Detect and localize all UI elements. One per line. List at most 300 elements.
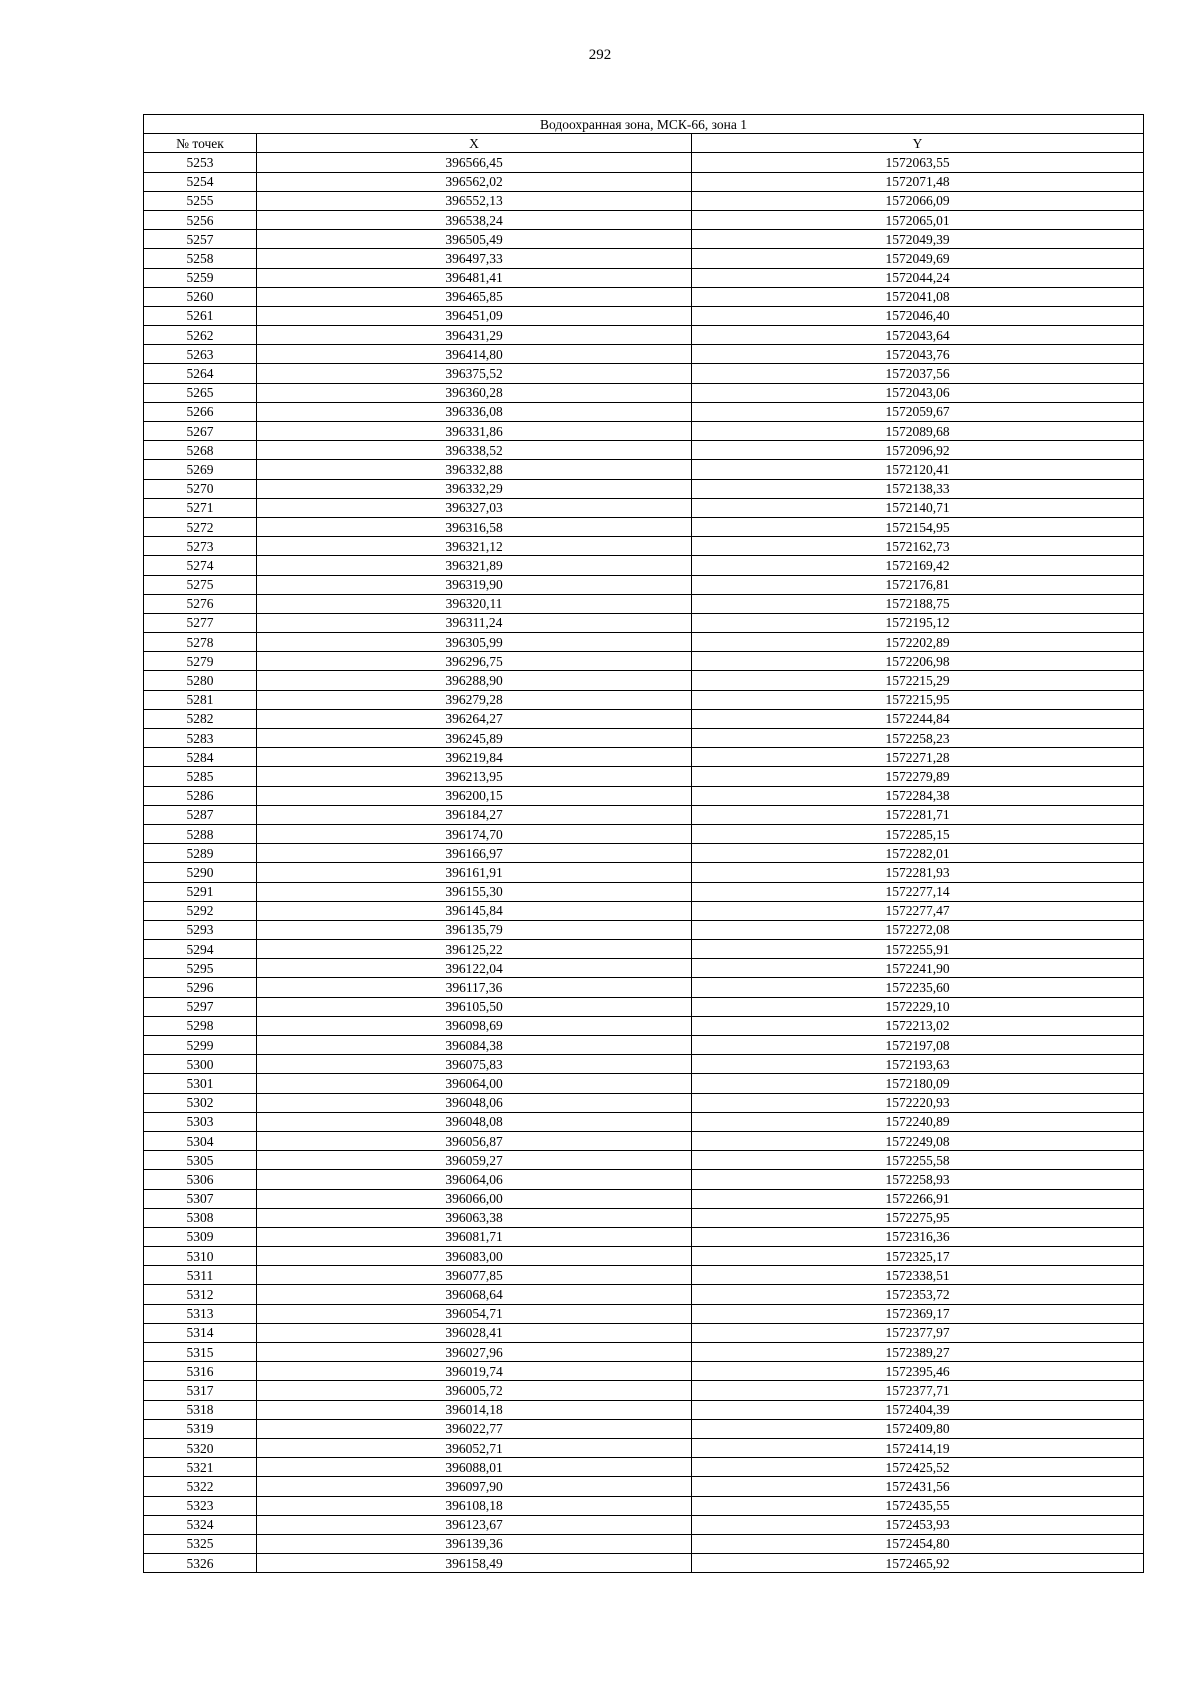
point-number-cell: 5276 <box>144 594 257 613</box>
x-coordinate-cell: 396332,88 <box>257 460 692 479</box>
point-number-cell: 5319 <box>144 1419 257 1438</box>
table-row <box>144 287 1144 306</box>
point-number-cell: 5257 <box>144 230 257 249</box>
table-row <box>144 1266 1144 1285</box>
table-row <box>144 1534 1144 1553</box>
table-row <box>144 1036 1144 1055</box>
point-number-cell: 5311 <box>144 1266 257 1285</box>
table-row <box>144 306 1144 325</box>
point-number-cell: 5326 <box>144 1554 257 1573</box>
y-coordinate-cell: 1572431,56 <box>692 1477 1144 1496</box>
x-coordinate-cell: 396279,28 <box>257 690 692 709</box>
table-row <box>144 1074 1144 1093</box>
table-row <box>144 959 1144 978</box>
x-coordinate-cell: 396311,24 <box>257 613 692 632</box>
point-number-cell: 5263 <box>144 345 257 364</box>
table-row <box>144 383 1144 402</box>
point-number-cell: 5278 <box>144 633 257 652</box>
point-number-cell: 5290 <box>144 863 257 882</box>
point-number-cell: 5297 <box>144 997 257 1016</box>
y-coordinate-cell: 1572138,33 <box>692 479 1144 498</box>
table-row <box>144 1170 1144 1189</box>
table-row <box>144 1285 1144 1304</box>
point-number-cell: 5292 <box>144 901 257 920</box>
x-coordinate-cell: 396305,99 <box>257 633 692 652</box>
point-number-cell: 5274 <box>144 556 257 575</box>
point-number-cell: 5322 <box>144 1477 257 1496</box>
y-coordinate-cell: 1572258,93 <box>692 1170 1144 1189</box>
table-row <box>144 460 1144 479</box>
point-number-cell: 5287 <box>144 805 257 824</box>
y-coordinate-cell: 1572197,08 <box>692 1036 1144 1055</box>
point-number-cell: 5281 <box>144 690 257 709</box>
table-row <box>144 556 1144 575</box>
y-coordinate-cell: 1572404,39 <box>692 1400 1144 1419</box>
x-coordinate-cell: 396158,49 <box>257 1554 692 1573</box>
table-row <box>144 1016 1144 1035</box>
y-coordinate-cell: 1572277,47 <box>692 901 1144 920</box>
y-coordinate-cell: 1572435,55 <box>692 1496 1144 1515</box>
x-coordinate-cell: 396166,97 <box>257 844 692 863</box>
point-number-cell: 5273 <box>144 537 257 556</box>
x-coordinate-cell: 396088,01 <box>257 1458 692 1477</box>
table-row <box>144 210 1144 229</box>
x-coordinate-cell: 396296,75 <box>257 652 692 671</box>
point-number-cell: 5272 <box>144 517 257 536</box>
point-number-cell: 5280 <box>144 671 257 690</box>
x-coordinate-cell: 396028,41 <box>257 1323 692 1342</box>
x-coordinate-cell: 396083,00 <box>257 1247 692 1266</box>
table-row <box>144 671 1144 690</box>
x-coordinate-cell: 396066,00 <box>257 1189 692 1208</box>
table-row <box>144 1247 1144 1266</box>
table-row <box>144 824 1144 843</box>
table-row <box>144 1496 1144 1515</box>
table-row <box>144 1438 1144 1457</box>
table-row <box>144 767 1144 786</box>
table-row <box>144 422 1144 441</box>
x-coordinate-cell: 396155,30 <box>257 882 692 901</box>
y-coordinate-cell: 1572284,38 <box>692 786 1144 805</box>
table-row <box>144 575 1144 594</box>
table-row <box>144 364 1144 383</box>
y-coordinate-cell: 1572169,42 <box>692 556 1144 575</box>
point-number-cell: 5291 <box>144 882 257 901</box>
x-coordinate-cell: 396338,52 <box>257 441 692 460</box>
x-coordinate-cell: 396264,27 <box>257 709 692 728</box>
table-row <box>144 268 1144 287</box>
point-number-cell: 5316 <box>144 1362 257 1381</box>
table-row <box>144 441 1144 460</box>
table-row <box>144 1304 1144 1323</box>
table-row <box>144 901 1144 920</box>
y-coordinate-cell: 1572249,08 <box>692 1131 1144 1150</box>
table-row <box>144 729 1144 748</box>
y-coordinate-cell: 1572395,46 <box>692 1362 1144 1381</box>
point-number-cell: 5309 <box>144 1227 257 1246</box>
point-number-cell: 5300 <box>144 1055 257 1074</box>
table-row <box>144 920 1144 939</box>
point-number-cell: 5271 <box>144 498 257 517</box>
y-coordinate-cell: 1572244,84 <box>692 709 1144 728</box>
x-coordinate-cell: 396048,08 <box>257 1112 692 1131</box>
table-row <box>144 1343 1144 1362</box>
x-coordinate-cell: 396027,96 <box>257 1343 692 1362</box>
x-coordinate-cell: 396068,64 <box>257 1285 692 1304</box>
table-row <box>144 191 1144 210</box>
x-coordinate-cell: 396538,24 <box>257 210 692 229</box>
y-coordinate-cell: 1572046,40 <box>692 306 1144 325</box>
x-coordinate-cell: 396098,69 <box>257 1016 692 1035</box>
y-coordinate-cell: 1572176,81 <box>692 575 1144 594</box>
y-coordinate-cell: 1572255,91 <box>692 940 1144 959</box>
point-number-cell: 5302 <box>144 1093 257 1112</box>
y-coordinate-cell: 1572414,19 <box>692 1438 1144 1457</box>
x-coordinate-cell: 396174,70 <box>257 824 692 843</box>
table-row <box>144 1189 1144 1208</box>
point-number-cell: 5285 <box>144 767 257 786</box>
table-row <box>144 345 1144 364</box>
x-coordinate-cell: 396084,38 <box>257 1036 692 1055</box>
table-row <box>144 1400 1144 1419</box>
point-number-cell: 5279 <box>144 652 257 671</box>
table-row <box>144 652 1144 671</box>
point-number-cell: 5267 <box>144 422 257 441</box>
y-coordinate-cell: 1572272,08 <box>692 920 1144 939</box>
page-number: 292 <box>588 47 612 63</box>
point-number-cell: 5262 <box>144 326 257 345</box>
x-coordinate-cell: 396200,15 <box>257 786 692 805</box>
y-coordinate-cell: 1572258,23 <box>692 729 1144 748</box>
table-row <box>144 863 1144 882</box>
point-number-cell: 5313 <box>144 1304 257 1323</box>
x-coordinate-cell: 396332,29 <box>257 479 692 498</box>
y-coordinate-cell: 1572281,93 <box>692 863 1144 882</box>
x-coordinate-cell: 396360,28 <box>257 383 692 402</box>
x-coordinate-cell: 396505,49 <box>257 230 692 249</box>
column-header-y: Y <box>692 134 1144 153</box>
x-coordinate-cell: 396145,84 <box>257 901 692 920</box>
x-coordinate-cell: 396123,67 <box>257 1515 692 1534</box>
y-coordinate-cell: 1572066,09 <box>692 191 1144 210</box>
y-coordinate-cell: 1572220,93 <box>692 1093 1144 1112</box>
y-coordinate-cell: 1572193,63 <box>692 1055 1144 1074</box>
point-number-cell: 5303 <box>144 1112 257 1131</box>
point-number-cell: 5259 <box>144 268 257 287</box>
table-row <box>144 1323 1144 1342</box>
x-coordinate-cell: 396059,27 <box>257 1151 692 1170</box>
x-coordinate-cell: 396063,38 <box>257 1208 692 1227</box>
point-number-cell: 5324 <box>144 1515 257 1534</box>
point-number-cell: 5306 <box>144 1170 257 1189</box>
table-row <box>144 786 1144 805</box>
y-coordinate-cell: 1572353,72 <box>692 1285 1144 1304</box>
point-number-cell: 5308 <box>144 1208 257 1227</box>
y-coordinate-cell: 1572389,27 <box>692 1343 1144 1362</box>
point-number-cell: 5301 <box>144 1074 257 1093</box>
x-coordinate-cell: 396562,02 <box>257 172 692 191</box>
x-coordinate-cell: 396097,90 <box>257 1477 692 1496</box>
y-coordinate-cell: 1572043,06 <box>692 383 1144 402</box>
y-coordinate-cell: 1572041,08 <box>692 287 1144 306</box>
y-coordinate-cell: 1572037,56 <box>692 364 1144 383</box>
x-coordinate-cell: 396014,18 <box>257 1400 692 1419</box>
y-coordinate-cell: 1572281,71 <box>692 805 1144 824</box>
y-coordinate-cell: 1572188,75 <box>692 594 1144 613</box>
x-coordinate-cell: 396064,06 <box>257 1170 692 1189</box>
x-coordinate-cell: 396048,06 <box>257 1093 692 1112</box>
x-coordinate-cell: 396019,74 <box>257 1362 692 1381</box>
y-coordinate-cell: 1572271,28 <box>692 748 1144 767</box>
point-number-cell: 5260 <box>144 287 257 306</box>
x-coordinate-cell: 396481,41 <box>257 268 692 287</box>
y-coordinate-cell: 1572377,97 <box>692 1323 1144 1342</box>
table-row <box>144 633 1144 652</box>
table-header-row <box>144 134 1144 153</box>
x-coordinate-cell: 396245,89 <box>257 729 692 748</box>
point-number-cell: 5286 <box>144 786 257 805</box>
y-coordinate-cell: 1572325,17 <box>692 1247 1144 1266</box>
point-number-cell: 5323 <box>144 1496 257 1515</box>
y-coordinate-cell: 1572277,14 <box>692 882 1144 901</box>
column-header-x: X <box>257 134 692 153</box>
point-number-cell: 5288 <box>144 824 257 843</box>
x-coordinate-cell: 396431,29 <box>257 326 692 345</box>
x-coordinate-cell: 396161,91 <box>257 863 692 882</box>
y-coordinate-cell: 1572266,91 <box>692 1189 1144 1208</box>
point-number-cell: 5314 <box>144 1323 257 1342</box>
point-number-cell: 5317 <box>144 1381 257 1400</box>
point-number-cell: 5293 <box>144 920 257 939</box>
table-row <box>144 172 1144 191</box>
x-coordinate-cell: 396139,36 <box>257 1534 692 1553</box>
table-row <box>144 978 1144 997</box>
table-row <box>144 498 1144 517</box>
x-coordinate-cell: 396336,08 <box>257 402 692 421</box>
x-coordinate-cell: 396108,18 <box>257 1496 692 1515</box>
table-row <box>144 230 1144 249</box>
y-coordinate-cell: 1572120,41 <box>692 460 1144 479</box>
y-coordinate-cell: 1572043,64 <box>692 326 1144 345</box>
x-coordinate-cell: 396321,89 <box>257 556 692 575</box>
point-number-cell: 5304 <box>144 1131 257 1150</box>
point-number-cell: 5284 <box>144 748 257 767</box>
point-number-cell: 5275 <box>144 575 257 594</box>
x-coordinate-cell: 396064,00 <box>257 1074 692 1093</box>
x-coordinate-cell: 396552,13 <box>257 191 692 210</box>
point-number-cell: 5254 <box>144 172 257 191</box>
table-row <box>144 1208 1144 1227</box>
table-row <box>144 940 1144 959</box>
y-coordinate-cell: 1572377,71 <box>692 1381 1144 1400</box>
x-coordinate-cell: 396081,71 <box>257 1227 692 1246</box>
table-row <box>144 882 1144 901</box>
y-coordinate-cell: 1572180,09 <box>692 1074 1144 1093</box>
y-coordinate-cell: 1572465,92 <box>692 1554 1144 1573</box>
y-coordinate-cell: 1572065,01 <box>692 210 1144 229</box>
x-coordinate-cell: 396135,79 <box>257 920 692 939</box>
table-row <box>144 594 1144 613</box>
y-coordinate-cell: 1572240,89 <box>692 1112 1144 1131</box>
point-number-cell: 5282 <box>144 709 257 728</box>
x-coordinate-cell: 396005,72 <box>257 1381 692 1400</box>
y-coordinate-cell: 1572162,73 <box>692 537 1144 556</box>
y-coordinate-cell: 1572213,02 <box>692 1016 1144 1035</box>
point-number-cell: 5312 <box>144 1285 257 1304</box>
y-coordinate-cell: 1572071,48 <box>692 172 1144 191</box>
point-number-cell: 5296 <box>144 978 257 997</box>
point-number-cell: 5294 <box>144 940 257 959</box>
table-row <box>144 1381 1144 1400</box>
x-coordinate-cell: 396320,11 <box>257 594 692 613</box>
table-row <box>144 1477 1144 1496</box>
y-coordinate-cell: 1572235,60 <box>692 978 1144 997</box>
point-number-cell: 5269 <box>144 460 257 479</box>
table-row <box>144 997 1144 1016</box>
y-coordinate-cell: 1572316,36 <box>692 1227 1144 1246</box>
table-row <box>144 1362 1144 1381</box>
point-number-cell: 5318 <box>144 1400 257 1419</box>
y-coordinate-cell: 1572063,55 <box>692 153 1144 172</box>
point-number-cell: 5283 <box>144 729 257 748</box>
y-coordinate-cell: 1572279,89 <box>692 767 1144 786</box>
y-coordinate-cell: 1572453,93 <box>692 1515 1144 1534</box>
point-number-cell: 5307 <box>144 1189 257 1208</box>
y-coordinate-cell: 1572215,29 <box>692 671 1144 690</box>
table-row <box>144 537 1144 556</box>
x-coordinate-cell: 396327,03 <box>257 498 692 517</box>
y-coordinate-cell: 1572369,17 <box>692 1304 1144 1323</box>
point-number-cell: 5305 <box>144 1151 257 1170</box>
table-row <box>144 1419 1144 1438</box>
y-coordinate-cell: 1572049,69 <box>692 249 1144 268</box>
y-coordinate-cell: 1572215,95 <box>692 690 1144 709</box>
table-row <box>144 844 1144 863</box>
point-number-cell: 5289 <box>144 844 257 863</box>
table-row <box>144 748 1144 767</box>
point-number-cell: 5258 <box>144 249 257 268</box>
point-number-cell: 5315 <box>144 1343 257 1362</box>
table-body <box>144 153 1144 1573</box>
x-coordinate-cell: 396566,45 <box>257 153 692 172</box>
table-row <box>144 709 1144 728</box>
point-number-cell: 5265 <box>144 383 257 402</box>
y-coordinate-cell: 1572044,24 <box>692 268 1144 287</box>
point-number-cell: 5255 <box>144 191 257 210</box>
table-row <box>144 517 1144 536</box>
x-coordinate-cell: 396075,83 <box>257 1055 692 1074</box>
x-coordinate-cell: 396316,58 <box>257 517 692 536</box>
table-title: Водоохранная зона, МСК-66, зона 1 <box>144 115 1144 134</box>
y-coordinate-cell: 1572096,92 <box>692 441 1144 460</box>
point-number-cell: 5325 <box>144 1534 257 1553</box>
x-coordinate-cell: 396451,09 <box>257 306 692 325</box>
point-number-cell: 5266 <box>144 402 257 421</box>
y-coordinate-cell: 1572206,98 <box>692 652 1144 671</box>
table-title-row <box>144 115 1144 134</box>
table-row <box>144 1112 1144 1131</box>
table-row <box>144 249 1144 268</box>
table-row <box>144 153 1144 172</box>
y-coordinate-cell: 1572229,10 <box>692 997 1144 1016</box>
point-number-cell: 5264 <box>144 364 257 383</box>
y-coordinate-cell: 1572454,80 <box>692 1534 1144 1553</box>
y-coordinate-cell: 1572049,39 <box>692 230 1144 249</box>
table-row <box>144 1554 1144 1573</box>
y-coordinate-cell: 1572338,51 <box>692 1266 1144 1285</box>
table-row <box>144 690 1144 709</box>
y-coordinate-cell: 1572059,67 <box>692 402 1144 421</box>
x-coordinate-cell: 396125,22 <box>257 940 692 959</box>
point-number-cell: 5295 <box>144 959 257 978</box>
point-number-cell: 5277 <box>144 613 257 632</box>
x-coordinate-cell: 396052,71 <box>257 1438 692 1457</box>
table-row <box>144 1055 1144 1074</box>
point-number-cell: 5253 <box>144 153 257 172</box>
point-number-cell: 5320 <box>144 1438 257 1457</box>
x-coordinate-cell: 396219,84 <box>257 748 692 767</box>
x-coordinate-cell: 396414,80 <box>257 345 692 364</box>
x-coordinate-cell: 396213,95 <box>257 767 692 786</box>
point-number-cell: 5270 <box>144 479 257 498</box>
x-coordinate-cell: 396375,52 <box>257 364 692 383</box>
coordinates-table <box>143 114 1144 1573</box>
y-coordinate-cell: 1572425,52 <box>692 1458 1144 1477</box>
column-header-point-number: № точек <box>144 134 257 153</box>
table-row <box>144 613 1144 632</box>
point-number-cell: 5261 <box>144 306 257 325</box>
table-row <box>144 1093 1144 1112</box>
point-number-cell: 5268 <box>144 441 257 460</box>
y-coordinate-cell: 1572089,68 <box>692 422 1144 441</box>
x-coordinate-cell: 396117,36 <box>257 978 692 997</box>
table-row <box>144 1458 1144 1477</box>
y-coordinate-cell: 1572282,01 <box>692 844 1144 863</box>
table-row <box>144 1227 1144 1246</box>
y-coordinate-cell: 1572202,89 <box>692 633 1144 652</box>
x-coordinate-cell: 396465,85 <box>257 287 692 306</box>
x-coordinate-cell: 396319,90 <box>257 575 692 594</box>
x-coordinate-cell: 396022,77 <box>257 1419 692 1438</box>
x-coordinate-cell: 396321,12 <box>257 537 692 556</box>
y-coordinate-cell: 1572255,58 <box>692 1151 1144 1170</box>
x-coordinate-cell: 396331,86 <box>257 422 692 441</box>
table-row <box>144 402 1144 421</box>
x-coordinate-cell: 396288,90 <box>257 671 692 690</box>
x-coordinate-cell: 396105,50 <box>257 997 692 1016</box>
table-row <box>144 1515 1144 1534</box>
table-row <box>144 1131 1144 1150</box>
point-number-cell: 5299 <box>144 1036 257 1055</box>
point-number-cell: 5321 <box>144 1458 257 1477</box>
y-coordinate-cell: 1572154,95 <box>692 517 1144 536</box>
y-coordinate-cell: 1572195,12 <box>692 613 1144 632</box>
y-coordinate-cell: 1572140,71 <box>692 498 1144 517</box>
y-coordinate-cell: 1572241,90 <box>692 959 1144 978</box>
point-number-cell: 5310 <box>144 1247 257 1266</box>
x-coordinate-cell: 396122,04 <box>257 959 692 978</box>
point-number-cell: 5298 <box>144 1016 257 1035</box>
y-coordinate-cell: 1572409,80 <box>692 1419 1144 1438</box>
x-coordinate-cell: 396056,87 <box>257 1131 692 1150</box>
y-coordinate-cell: 1572043,76 <box>692 345 1144 364</box>
x-coordinate-cell: 396497,33 <box>257 249 692 268</box>
table-row <box>144 479 1144 498</box>
x-coordinate-cell: 396184,27 <box>257 805 692 824</box>
point-number-cell: 5256 <box>144 210 257 229</box>
table-row <box>144 805 1144 824</box>
x-coordinate-cell: 396077,85 <box>257 1266 692 1285</box>
